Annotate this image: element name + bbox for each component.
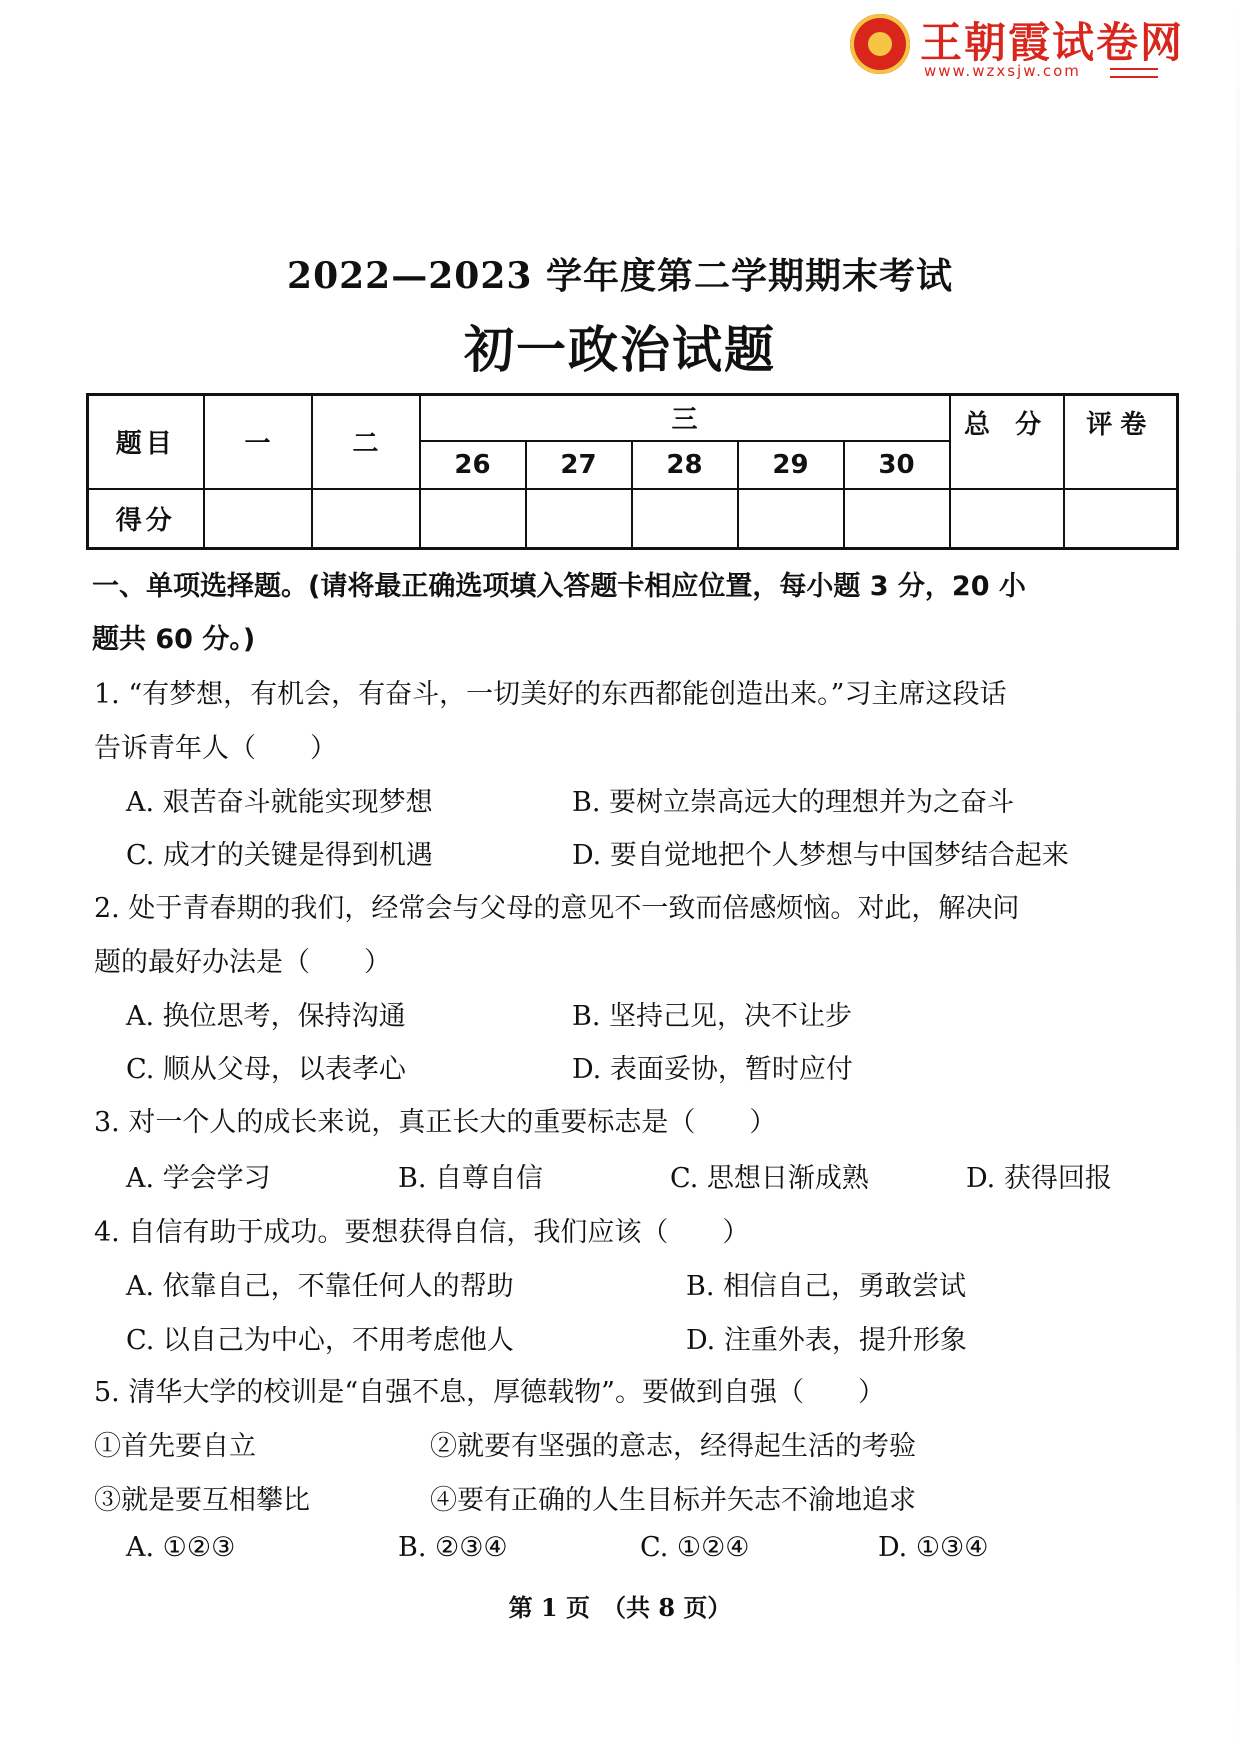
question-1-stem: 1. “有梦想，有机会，有奋斗，一切美好的东西都能创造出来。”习主席这段话 bbox=[94, 679, 1007, 710]
question-2-stem-cont: 题的最好办法是（ ） bbox=[94, 947, 391, 978]
question-2-option-c[interactable]: C. 顺从父母，以表孝心 bbox=[126, 1054, 406, 1085]
question-1-option-d[interactable]: D. 要自觉地把个人梦想与中国梦结合起来 bbox=[572, 840, 1069, 871]
section-heading bbox=[92, 560, 1182, 666]
question-1-stem-cont: 告诉青年人（ ） bbox=[94, 733, 337, 764]
score-cell[interactable] bbox=[1064, 489, 1178, 549]
question-2-option-a[interactable]: A. 换位思考，保持沟通 bbox=[126, 1001, 406, 1032]
question-4-stem: 4. 自信有助于成功。要想获得自信，我们应该（ ） bbox=[94, 1217, 750, 1248]
question-4-option-b[interactable]: B. 相信自己，勇敢尝试 bbox=[686, 1271, 967, 1302]
col-section-1: 一 bbox=[204, 395, 312, 489]
score-cell[interactable] bbox=[738, 489, 844, 549]
question-5-statement-1: ①首先要自立 bbox=[94, 1431, 256, 1462]
question-2-stem: 2. 处于青春期的我们，经常会与父母的意见不一致而倍感烦恼。对此，解决问 bbox=[94, 893, 1020, 924]
score-cell[interactable] bbox=[950, 489, 1064, 549]
score-cell[interactable] bbox=[526, 489, 632, 549]
logo-wave-icon bbox=[1110, 68, 1158, 78]
score-cell[interactable] bbox=[632, 489, 738, 549]
col-total: 总 分 bbox=[950, 395, 1064, 489]
question-2-option-b[interactable]: B. 坚持己见，决不让步 bbox=[572, 1001, 853, 1032]
exam-subtitle: 初一政治试题 bbox=[464, 320, 776, 379]
question-5-option-a[interactable]: A. ①②③ bbox=[126, 1532, 236, 1563]
question-5-statement-2: ②就要有坚强的意志，经得起生活的考验 bbox=[430, 1431, 916, 1462]
question-1-option-c[interactable]: C. 成才的关键是得到机遇 bbox=[126, 840, 433, 871]
row-label-score: 得分 bbox=[88, 489, 204, 549]
sub-col-27: 27 bbox=[526, 441, 632, 489]
question-1-option-b[interactable]: B. 要树立崇高远大的理想并为之奋斗 bbox=[572, 787, 1015, 818]
logo-url: www.wzxsjw.com bbox=[924, 62, 1081, 80]
exam-title: 2022—2023 学年度第二学期期末考试 bbox=[287, 255, 953, 297]
score-cell[interactable] bbox=[312, 489, 420, 549]
sub-col-30: 30 bbox=[844, 441, 950, 489]
sub-col-28: 28 bbox=[632, 441, 738, 489]
logo-seal-icon bbox=[850, 14, 910, 74]
score-cell[interactable] bbox=[844, 489, 950, 549]
col-section-2: 二 bbox=[312, 395, 420, 489]
logo bbox=[840, 10, 1185, 80]
question-4-option-a[interactable]: A. 依靠自己，不靠任何人的帮助 bbox=[126, 1271, 514, 1302]
row-label-question: 题目 bbox=[88, 395, 204, 489]
question-3-stem: 3. 对一个人的成长来说，真正长大的重要标志是（ ） bbox=[94, 1107, 777, 1138]
question-3-option-a[interactable]: A. 学会学习 bbox=[126, 1163, 271, 1194]
question-5-statement-4: ④要有正确的人生目标并矢志不渝地追求 bbox=[430, 1485, 916, 1516]
score-cell[interactable] bbox=[204, 489, 312, 549]
question-1-option-a[interactable]: A. 艰苦奋斗就能实现梦想 bbox=[126, 787, 433, 818]
score-table bbox=[86, 393, 1179, 550]
logo-brand: 王朝霞试卷网 bbox=[920, 18, 1185, 67]
question-5-option-b[interactable]: B. ②③④ bbox=[398, 1532, 508, 1563]
sub-col-26: 26 bbox=[420, 441, 526, 489]
question-3-option-b[interactable]: B. 自尊自信 bbox=[398, 1163, 544, 1194]
question-2-option-d[interactable]: D. 表面妥协，暂时应付 bbox=[572, 1054, 853, 1085]
question-4-option-c[interactable]: C. 以自己为中心，不用考虑他人 bbox=[126, 1325, 514, 1356]
section-heading-line: 一、单项选择题。(请将最正确选项填入答题卡相应位置，每小题 3 分，20 小 bbox=[92, 571, 1026, 602]
question-5-statement-3: ③就是要互相攀比 bbox=[94, 1485, 310, 1516]
col-grader: 评卷 bbox=[1064, 395, 1178, 489]
question-3-option-c[interactable]: C. 思想日渐成熟 bbox=[670, 1163, 869, 1194]
score-cell[interactable] bbox=[420, 489, 526, 549]
page-footer: 第 1 页 （共 8 页） bbox=[508, 1593, 732, 1622]
question-5-option-d[interactable]: D. ①③④ bbox=[878, 1532, 989, 1563]
question-5-option-c[interactable]: C. ①②④ bbox=[640, 1532, 750, 1563]
question-3-option-d[interactable]: D. 获得回报 bbox=[966, 1163, 1112, 1194]
question-5-stem: 5. 清华大学的校训是“自强不息，厚德载物”。要做到自强（ ） bbox=[94, 1377, 885, 1408]
col-section-3: 三 bbox=[420, 395, 950, 441]
section-heading-line: 题共 60 分。) bbox=[92, 624, 256, 655]
question-4-option-d[interactable]: D. 注重外表，提升形象 bbox=[686, 1325, 967, 1356]
sub-col-29: 29 bbox=[738, 441, 844, 489]
